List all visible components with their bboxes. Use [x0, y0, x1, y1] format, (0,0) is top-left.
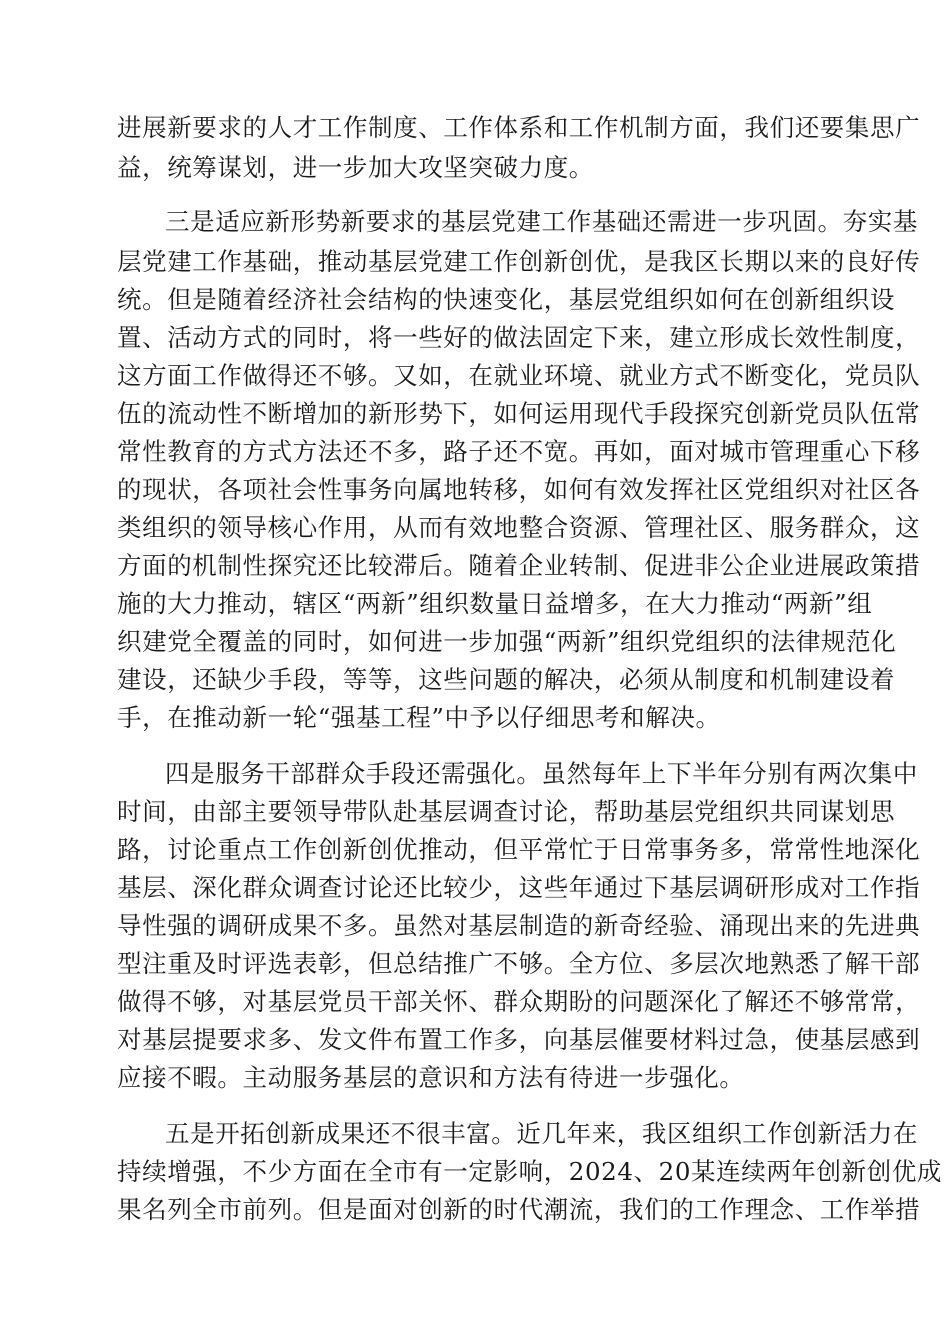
- text-line: 的现状，各项社会性事务向属地转移，如何有效发挥社区党组织对社区各: [117, 475, 921, 504]
- text-line: 对基层提要求多、发文件布置工作多，向基层催要材料过急，使基层感到: [117, 1025, 921, 1054]
- text-line: 手，在推动新一轮“强基工程”中予以仔细思考和解决。: [117, 703, 721, 732]
- text-line: 持续增强，不少方面在全市有一定影响，2024、20某连续两年创新创优成: [117, 1157, 943, 1186]
- text-line: 基层、深化群众调查讨论还比较少，这些年通过下基层调研形成对工作指: [117, 873, 921, 902]
- paragraph-start-line: 五是开拓创新成果还不很丰富。近几年来，我区组织工作创新活力在: [165, 1119, 918, 1148]
- text-line: 导性强的调研成果不多。虽然对基层制造的新奇经验、涌现出来的先进典: [117, 911, 921, 940]
- text-line: 时间，由部主要领导带队赴基层调查讨论，帮助基层党组织共同谋划思: [117, 797, 896, 826]
- text-line: 做得不够，对基层党员干部关怀、群众期盼的问题深化了解还不够常常，: [117, 987, 921, 1016]
- text-line: 建设，还缺少手段，等等，这些问题的解决，必须从制度和机制建设着: [117, 665, 896, 694]
- text-line: 进展新要求的人才工作制度、工作体系和工作机制方面，我们还要集思广: [117, 113, 921, 142]
- paragraph-start-line: 四是服务干部群众手段还需强化。虽然每年上下半年分别有两次集中: [165, 759, 918, 788]
- text-line: 这方面工作做得还不够。又如，在就业环境、就业方式不断变化，党员队: [117, 361, 921, 390]
- text-line: 统。但是随着经济社会结构的快速变化，基层党组织如何在创新组织设: [117, 285, 896, 314]
- text-line: 施的大力推动，辖区“两新”组织数量日益增多，在大力推动“两新”组: [117, 589, 873, 618]
- text-line: 果名列全市前列。但是面对创新的时代潮流，我们的工作理念、工作举措: [117, 1195, 921, 1224]
- text-line: 益，统筹谋划，进一步加大攻坚突破力度。: [117, 153, 594, 182]
- paragraph-start-line: 三是适应新形势新要求的基层党建工作基础还需进一步巩固。夯实基: [165, 207, 918, 236]
- text-line: 层党建工作基础，推动基层党建工作创新创优，是我区长期以来的良好传: [117, 247, 921, 276]
- text-line: 方面的机制性探究还比较滞后。随着企业转制、促进非公企业进展政策措: [117, 551, 921, 580]
- text-line: 类组织的领导核心作用，从而有效地整合资源、管理社区、服务群众，这: [117, 513, 921, 542]
- text-line: 常性教育的方式方法还不多，路子还不宽。再如，面对城市管理重心下移: [117, 437, 921, 466]
- text-line: 应接不暇。主动服务基层的意识和方法有待进一步强化。: [117, 1063, 745, 1092]
- text-line: 伍的流动性不断增加的新形势下，如何运用现代手段探究创新党员队伍常: [117, 399, 921, 428]
- text-line: 路，讨论重点工作创新创优推动，但平常忙于日常事务多，常常性地深化: [117, 835, 921, 864]
- text-line: 型注重及时评选表彰，但总结推广不够。全方位、多层次地熟悉了解干部: [117, 949, 921, 978]
- text-line: 置、活动方式的同时，将一些好的做法固定下来，建立形成长效性制度，: [117, 323, 921, 352]
- text-line: 织建党全覆盖的同时，如何进一步加强“两新”组织党组织的法律规范化: [117, 627, 897, 656]
